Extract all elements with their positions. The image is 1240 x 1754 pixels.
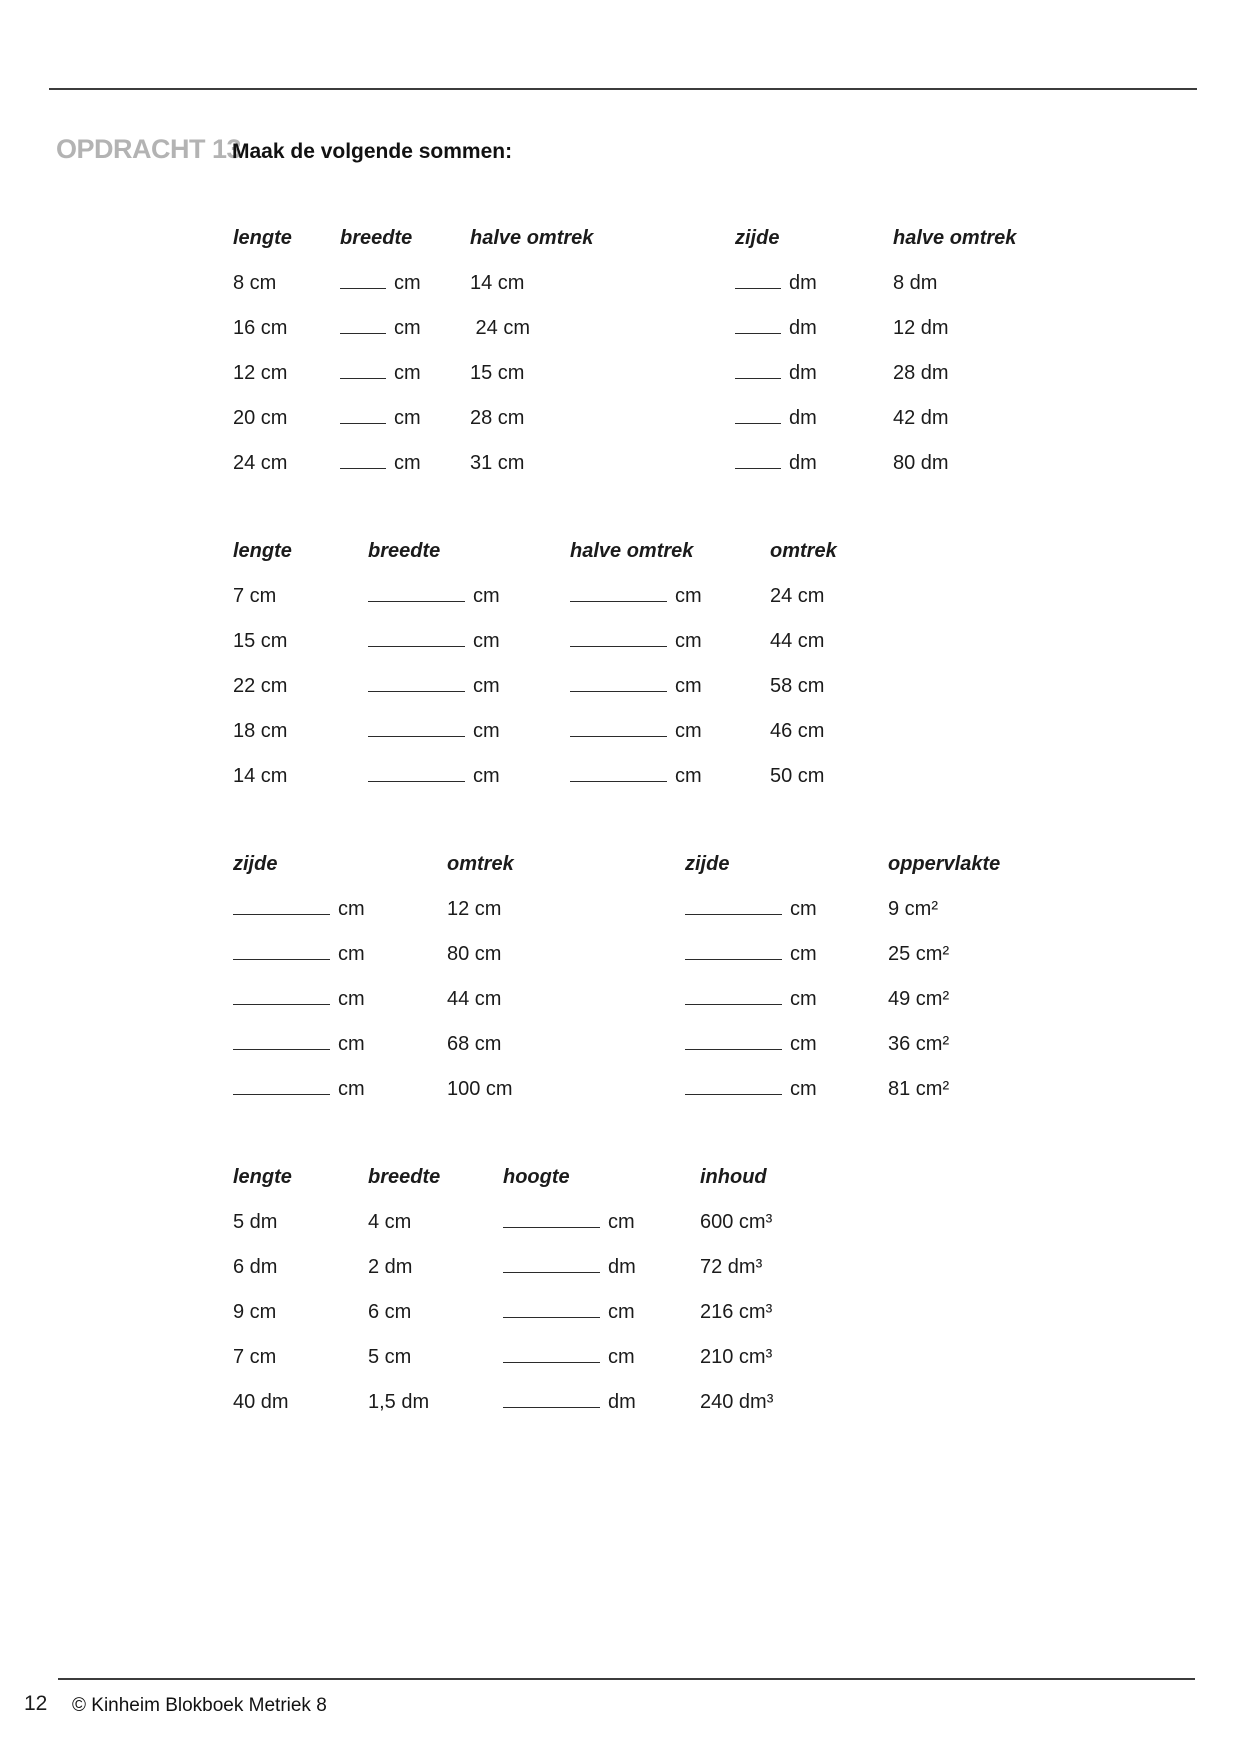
unit-label: dm (789, 452, 817, 474)
column-header-breedte: breedte (368, 540, 441, 562)
cell-zijde (735, 452, 893, 475)
cell-omtrek: 44 cm (770, 630, 825, 652)
cell-omtrek: 12 cm (447, 898, 502, 920)
answer-blank (503, 1212, 600, 1228)
cell-lengte: 12 cm (233, 362, 288, 384)
unit-label: cm (473, 675, 500, 697)
cell-halve-omtrek-2: 80 dm (893, 452, 949, 474)
column-header-zijde-2: zijde (685, 853, 730, 875)
cell-breedte (340, 362, 470, 385)
cell-breedte: 2 dm (368, 1256, 413, 1278)
table-row (233, 1335, 870, 1380)
unit-label: cm (394, 407, 421, 429)
cell-zijde (233, 1033, 447, 1056)
answer-blank (233, 1034, 330, 1050)
unit-label: dm (789, 317, 817, 339)
answer-blank (503, 1257, 600, 1273)
table-row (233, 887, 1058, 932)
cell-zijde (233, 1078, 447, 1101)
column-header-hoogte: hoogte (503, 1166, 570, 1188)
table-row (233, 1380, 870, 1425)
table-row (233, 351, 1063, 396)
cell-breedte: 1,5 dm (368, 1391, 430, 1413)
cell-inhoud: 210 cm³ (700, 1346, 773, 1368)
unit-label: cm (675, 630, 702, 652)
cell-zijde (735, 407, 893, 430)
unit-label: cm (675, 585, 702, 607)
cell-halve-omtrek: 15 cm (470, 362, 525, 384)
cell-breedte (368, 720, 570, 743)
cell-halve-omtrek (570, 720, 770, 743)
unit-label: cm (338, 1078, 365, 1100)
cell-oppervlakte: 25 cm² (888, 943, 950, 965)
unit-label: cm (790, 943, 817, 965)
cell-lengte: 7 cm (233, 585, 277, 607)
cell-hoogte (503, 1256, 700, 1279)
cell-zijde-2 (685, 898, 888, 921)
cell-halve-omtrek: 24 cm (470, 317, 531, 339)
cell-breedte: 6 cm (368, 1301, 412, 1323)
unit-label: dm (608, 1391, 636, 1413)
answer-blank (735, 318, 781, 334)
unit-label: cm (394, 452, 421, 474)
table-row (233, 441, 1063, 486)
unit-label: cm (790, 1033, 817, 1055)
task-label: OPDRACHT 13 (56, 134, 242, 164)
column-header-halve-omtrek-2: halve omtrek (893, 227, 1017, 249)
answer-blank (340, 318, 386, 334)
page-number: 12 (24, 1692, 48, 1715)
cell-omtrek: 24 cm (770, 585, 825, 607)
cell-lengte: 6 dm (233, 1256, 278, 1278)
column-header-breedte: breedte (340, 227, 413, 249)
unit-label: cm (338, 898, 365, 920)
answer-blank (503, 1302, 600, 1318)
column-header-lengte: lengte (233, 227, 292, 249)
top-divider (49, 88, 1197, 90)
cell-lengte: 16 cm (233, 317, 288, 339)
answer-blank (368, 586, 465, 602)
cell-halve-omtrek (570, 630, 770, 653)
table-row (233, 1245, 870, 1290)
cell-inhoud: 216 cm³ (700, 1301, 773, 1323)
answer-blank (368, 766, 465, 782)
table-row (233, 709, 940, 754)
cell-lengte: 9 cm (233, 1301, 277, 1323)
cell-oppervlakte: 81 cm² (888, 1078, 950, 1100)
unit-label: cm (675, 675, 702, 697)
cell-lengte: 20 cm (233, 407, 288, 429)
column-header-lengte: lengte (233, 1166, 292, 1188)
answer-blank (570, 766, 667, 782)
column-header-inhoud: inhoud (700, 1166, 767, 1188)
unit-label: cm (790, 898, 817, 920)
answer-blank (735, 273, 781, 289)
cell-halve-omtrek-2: 8 dm (893, 272, 938, 294)
table-volume (233, 1155, 870, 1425)
answer-blank (735, 363, 781, 379)
table-row (233, 1022, 1058, 1067)
cell-oppervlakte: 49 cm² (888, 988, 950, 1010)
cell-zijde (233, 898, 447, 921)
cell-oppervlakte: 9 cm² (888, 898, 938, 920)
answer-blank (233, 1079, 330, 1095)
answer-blank (685, 989, 782, 1005)
table-half-perimeter-cm-dm (233, 216, 1063, 486)
cell-breedte: 5 cm (368, 1346, 412, 1368)
answer-blank (340, 453, 386, 469)
cell-zijde (735, 317, 893, 340)
unit-label: cm (675, 720, 702, 742)
answer-blank (233, 989, 330, 1005)
cell-zijde (735, 362, 893, 385)
column-header-halve-omtrek: halve omtrek (570, 540, 694, 562)
table-row (233, 306, 1063, 351)
table-header-row (233, 216, 1063, 261)
cell-hoogte (503, 1346, 700, 1369)
unit-label: cm (394, 362, 421, 384)
answer-blank (685, 899, 782, 915)
table-row (233, 977, 1058, 1022)
answer-blank (368, 631, 465, 647)
cell-breedte (340, 452, 470, 475)
cell-zijde-2 (685, 1033, 888, 1056)
cell-lengte: 40 dm (233, 1391, 289, 1413)
cell-hoogte (503, 1211, 700, 1234)
answer-blank (570, 676, 667, 692)
unit-label: dm (608, 1256, 636, 1278)
answer-blank (503, 1347, 600, 1363)
cell-breedte (368, 675, 570, 698)
cell-breedte (340, 272, 470, 295)
cell-zijde (233, 943, 447, 966)
cell-breedte (368, 630, 570, 653)
answer-blank (503, 1392, 600, 1408)
unit-label: cm (338, 1033, 365, 1055)
unit-label: cm (394, 272, 421, 294)
cell-halve-omtrek: 31 cm (470, 452, 525, 474)
table-row (233, 396, 1063, 441)
cell-lengte: 22 cm (233, 675, 288, 697)
table-row (233, 1200, 870, 1245)
answer-blank (570, 721, 667, 737)
unit-label: cm (608, 1346, 635, 1368)
answer-blank (233, 944, 330, 960)
copyright-text: © Kinheim Blokboek Metriek 8 (72, 1695, 327, 1716)
column-header-omtrek: omtrek (770, 540, 837, 562)
cell-omtrek: 68 cm (447, 1033, 502, 1055)
table-perimeter-from-length (233, 529, 940, 799)
cell-breedte (340, 407, 470, 430)
unit-label: cm (473, 585, 500, 607)
answer-blank (570, 586, 667, 602)
table-row (233, 261, 1063, 306)
cell-inhoud: 240 dm³ (700, 1391, 774, 1413)
table-header-row (233, 842, 1058, 887)
cell-halve-omtrek-2: 42 dm (893, 407, 949, 429)
cell-lengte: 15 cm (233, 630, 288, 652)
table-square-side-area (233, 842, 1058, 1112)
cell-breedte (340, 317, 470, 340)
cell-lengte: 18 cm (233, 720, 288, 742)
cell-breedte: 4 cm (368, 1211, 412, 1233)
answer-blank (233, 899, 330, 915)
column-header-breedte: breedte (368, 1166, 441, 1188)
footer-divider (58, 1678, 1195, 1680)
cell-omtrek: 46 cm (770, 720, 825, 742)
unit-label: cm (473, 720, 500, 742)
table-row (233, 664, 940, 709)
cell-inhoud: 72 dm³ (700, 1256, 763, 1278)
answer-blank (685, 944, 782, 960)
table-row (233, 754, 940, 799)
cell-halve-omtrek-2: 28 dm (893, 362, 949, 384)
column-header-oppervlakte: oppervlakte (888, 853, 1001, 875)
answer-blank (340, 408, 386, 424)
answer-blank (570, 631, 667, 647)
unit-label: cm (608, 1211, 635, 1233)
answer-blank (735, 453, 781, 469)
cell-zijde-2 (685, 1078, 888, 1101)
cell-omtrek: 44 cm (447, 988, 502, 1010)
cell-lengte: 8 cm (233, 272, 277, 294)
table-row (233, 932, 1058, 977)
unit-label: cm (338, 943, 365, 965)
answer-blank (735, 408, 781, 424)
cell-halve-omtrek: 28 cm (470, 407, 525, 429)
column-header-lengte: lengte (233, 540, 292, 562)
cell-inhoud: 600 cm³ (700, 1211, 773, 1233)
answer-blank (368, 676, 465, 692)
cell-hoogte (503, 1301, 700, 1324)
table-header-row (233, 1155, 870, 1200)
unit-label: cm (473, 765, 500, 787)
cell-halve-omtrek-2: 12 dm (893, 317, 949, 339)
answer-blank (340, 273, 386, 289)
cell-omtrek: 58 cm (770, 675, 825, 697)
unit-label: cm (790, 988, 817, 1010)
answer-blank (368, 721, 465, 737)
column-header-zijde: zijde (735, 227, 780, 249)
cell-zijde-2 (685, 988, 888, 1011)
cell-lengte: 5 dm (233, 1211, 278, 1233)
cell-breedte (368, 765, 570, 788)
column-header-halve-omtrek: halve omtrek (470, 227, 594, 249)
cell-zijde (233, 988, 447, 1011)
cell-omtrek: 80 cm (447, 943, 502, 965)
table-header-row (233, 529, 940, 574)
cell-omtrek: 50 cm (770, 765, 825, 787)
cell-zijde-2 (685, 943, 888, 966)
cell-lengte: 7 cm (233, 1346, 277, 1368)
column-header-zijde: zijde (233, 853, 278, 875)
unit-label: cm (608, 1301, 635, 1323)
unit-label: dm (789, 407, 817, 429)
cell-halve-omtrek: 14 cm (470, 272, 525, 294)
unit-label: cm (394, 317, 421, 339)
table-row (233, 1290, 870, 1335)
answer-blank (340, 363, 386, 379)
unit-label: cm (338, 988, 365, 1010)
unit-label: cm (473, 630, 500, 652)
unit-label: cm (790, 1078, 817, 1100)
cell-halve-omtrek (570, 765, 770, 788)
answer-blank (685, 1034, 782, 1050)
cell-halve-omtrek (570, 675, 770, 698)
cell-halve-omtrek (570, 585, 770, 608)
cell-omtrek: 100 cm (447, 1078, 513, 1100)
cell-zijde (735, 272, 893, 295)
unit-label: dm (789, 362, 817, 384)
table-row (233, 619, 940, 664)
table-row (233, 574, 940, 619)
answer-blank (685, 1079, 782, 1095)
cell-breedte (368, 585, 570, 608)
cell-oppervlakte: 36 cm² (888, 1033, 950, 1055)
column-header-omtrek: omtrek (447, 853, 514, 875)
unit-label: dm (789, 272, 817, 294)
table-row (233, 1067, 1058, 1112)
page-title: Maak de volgende sommen: (232, 140, 513, 163)
cell-lengte: 24 cm (233, 452, 288, 474)
cell-lengte: 14 cm (233, 765, 288, 787)
unit-label: cm (675, 765, 702, 787)
cell-hoogte (503, 1391, 700, 1414)
